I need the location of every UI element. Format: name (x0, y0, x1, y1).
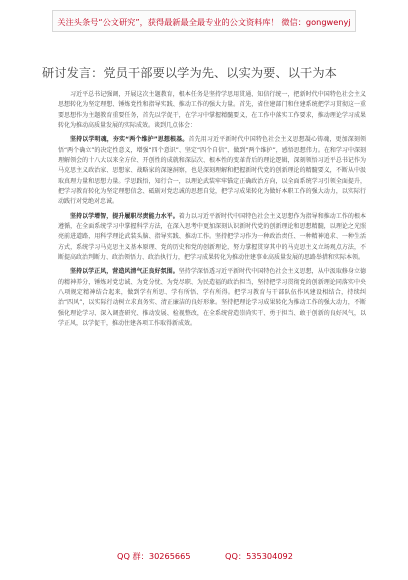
top-banner (52, 10, 356, 32)
paragraph-section-3 (58, 267, 366, 329)
article-body (58, 90, 366, 333)
paragraph-intro-text: 习近平总书记强调，开展这次主题教育，根本任务是坚持学思用贯通、知信行统一，把新时代中国特色社会主义思想转化为坚定理想、锤炼党性和指导实践、推动工作的强大力量。首先，省住建部门和住建系统把学习贯彻这一重要思想作为主题教育重要任务，首先以学促干，在学习中掌握精髓要义，在工作中落实工作要求，推动理论学习成果转化为推动高质量发展的实际成效。谈到几点体会： (58, 91, 366, 129)
qq-group-text: QQ 群：30265665 (117, 551, 191, 561)
section-3-text: 坚持学深悟透习近平新时代中国特色社会主义思想，从中汲取修身立德的精神养分，锤炼对党忠诚、为党分忧、为党尽职、为民造福的政治担当，坚持把学习贯彻党的创新理论同落实中央八项规定精神结合起来，做到学有所思、学有所悟、学有所得。把学习教育与干部队伍作风建设相结合，持续纠治“四风”，以实际行动树立求真务实、清正廉洁的良好形象。坚持把理论学习成果转化为推动工作的强大动力，不断强化理论学习、深入调查研究、推动发展、检视整改，在全系统营造崇尚实干、勇于担当、敢于创新的良好风气，以学正风，以学促干，推动住建各项工作取得新成效。 (58, 268, 366, 327)
section-3-lead: 坚持以学正风，营造风清气正良好氛围。 (70, 268, 179, 276)
paragraph-section-1 (58, 135, 366, 207)
section-2-text: 着力以习近平新时代中国特色社会主义思想作为指导和推动工作的根本遵循，在全面系统学习中掌握科学方法，在深入思考中更加深刻认识新时代党的创新理论和思想精髓，以理论之光照亮前进道路，用科学理论武装头脑、指导实践、推动工作。坚持把学习作为一种政治责任、一种精神追求、一种生活方式，系统学习马克思主义基本原理、党的历史和党的创新理论，努力掌握贯穿其中的马克思主义立场观点方法，不断提高政治判断力、政治领悟力、政治执行力，把学习成果转化为推动住建事业高质量发展的思路举措和实际本领。 (58, 212, 366, 261)
article-title: 研讨发言：党员干部要以学为先、以实为要、以干为本 (42, 66, 337, 80)
qq-number-text: QQ：535304092 (225, 551, 293, 561)
paragraph-section-2 (58, 212, 366, 263)
paragraph-intro (58, 90, 366, 131)
bottom-contact-line (55, 548, 353, 564)
section-1-lead: 坚持以学明魂，夯实“两个维护”思想根基。 (70, 136, 189, 144)
section-2-lead: 坚持以学增智，提升履职尽责能力水平。 (70, 212, 179, 220)
top-banner-text: 关注头条号“公文研究”，获得最新最全最专业的公文资料库！ 微信：gongwenyj (57, 17, 351, 27)
section-1-text: 首先用习近平新时代中国特色社会主义思想凝心铸魂，更加深刻领悟“两个确立”的决定性意义，增强“四个意识”、坚定“四个自信”、做到“两个维护”，感悟思想伟力。在和学习中深刻理解领会的十八大以来全方位、开创性的成就和深层次、根本性的变革背后的理论逻辑，深刻领悟习近平总书记作为马克思主义政治家、思想家、战略家的深邃洞察，也是深刻理解和把握新时代党的创新理论的精髓要义，不断从中汲取真理力量和思想力量。学思践悟，知行合一，以理论武装牢牢锚定正确政治方向，以全面系统学习引领全面提升，把学习教育转化为坚定理想信念、砥砺对党忠诚的思想自觉，把学习成果转化为做好本职工作的强大动力，以实际行动践行对党绝对忠诚。 (58, 136, 366, 206)
